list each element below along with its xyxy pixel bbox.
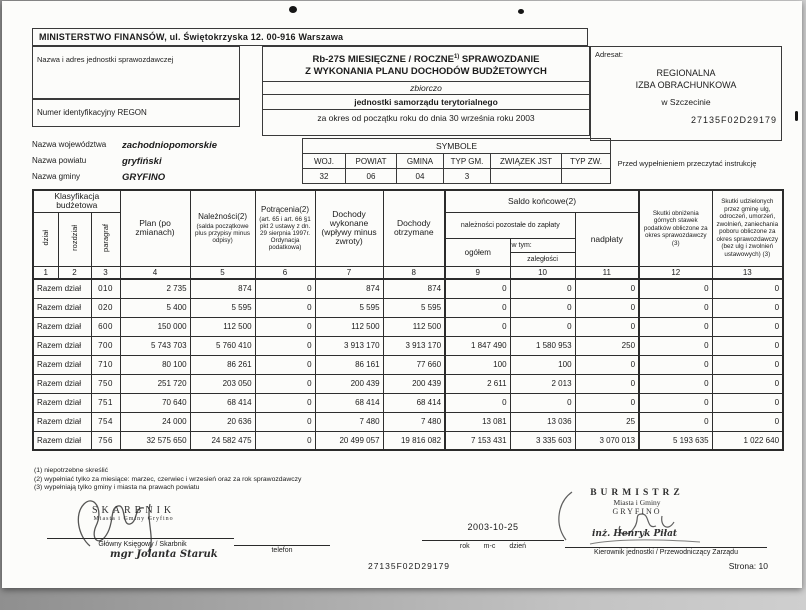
- footnotes: [34, 467, 301, 493]
- saldo-header: Saldo końcowe(2): [445, 190, 639, 212]
- symbols-col: WOJ.: [303, 154, 346, 169]
- row-label: Razem dział: [33, 412, 91, 431]
- regon-label: Numer identyfikacyjny REGON: [37, 108, 147, 117]
- potracenia-header: Potrącenia(2) (art. 65 i art. 66 §1 pkt 2 ustawy z dn. 29 sierpnia 1997r. Ordynacja podatkowa): [255, 190, 315, 266]
- row-value: 0: [255, 412, 315, 431]
- row-label: Razem dział: [33, 355, 91, 374]
- adresat-city: w Szczecinie: [661, 97, 711, 107]
- zaleglosci-header: zaległości: [510, 252, 575, 266]
- row-value: 24 000: [120, 412, 190, 431]
- symbols-header-row: [303, 154, 611, 169]
- row-value: 0: [510, 317, 575, 336]
- plan-header: Plan (po zmianach): [120, 190, 190, 266]
- row-value: 5 760 410: [190, 336, 255, 355]
- table-row: [33, 431, 783, 450]
- row-value: 251 720: [120, 374, 190, 393]
- row-value: 24 582 475: [190, 431, 255, 450]
- row-value: 0: [575, 298, 639, 317]
- row-value: 0: [255, 374, 315, 393]
- mayor-stamp-title: BURMISTRZ: [590, 488, 684, 498]
- mayor-name: inż. Henryk Piłat: [592, 529, 678, 539]
- table-body: [33, 279, 783, 450]
- dzial-header: dział: [33, 212, 58, 266]
- w-tym-header: w tym:: [510, 238, 575, 252]
- adresat-code: 27135F02D29179: [690, 115, 777, 125]
- symbols-value: 04: [397, 169, 444, 184]
- row-value: 0: [510, 279, 575, 298]
- report-title: Rb-27S MIESIĘCZNE / ROCZNE$^{1)}$ SPRAWOZDANIE Z WYKONANIA PLANU DOCHODÓW BUDŻETOWYCH: [263, 47, 589, 82]
- footnote-1: (1) niepotrzebne skreślić: [34, 467, 109, 474]
- adresat-label: Adresat:: [595, 50, 623, 59]
- voivodeship-label: Nazwa województwa: [32, 140, 107, 149]
- row-value: 2 735: [120, 279, 190, 298]
- row-value: 0: [712, 355, 783, 374]
- adresat-box: [590, 46, 782, 141]
- row-code: 710: [91, 355, 120, 374]
- row-value: 0: [445, 279, 510, 298]
- row-value: 5 595: [383, 298, 445, 317]
- row-value: 13 036: [510, 412, 575, 431]
- row-value: 7 480: [315, 412, 383, 431]
- row-value: 68 414: [190, 393, 255, 412]
- row-code: 700: [91, 336, 120, 355]
- budget-income-table: [32, 189, 784, 451]
- report-title-box: [262, 46, 590, 136]
- row-value: 0: [712, 393, 783, 412]
- row-value: 0: [639, 412, 712, 431]
- row-value: 2 013: [510, 374, 575, 393]
- row-value: 5 595: [190, 298, 255, 317]
- report-date: 2003-10-25: [467, 522, 519, 532]
- row-label: Razem dział: [33, 393, 91, 412]
- row-code: 750: [91, 374, 120, 393]
- row-code: 010: [91, 279, 120, 298]
- row-value: 5 400: [120, 298, 190, 317]
- row-value: 3 070 013: [575, 431, 639, 450]
- row-value: 0: [639, 298, 712, 317]
- regon-box: [32, 99, 240, 127]
- row-value: 250: [575, 336, 639, 355]
- row-value: 13 081: [445, 412, 510, 431]
- row-value: 5 595: [315, 298, 383, 317]
- symbols-value: 06: [346, 169, 397, 184]
- voivodeship-value: zachodniopomorskie: [122, 140, 218, 151]
- row-value: 0: [639, 336, 712, 355]
- row-value: 0: [575, 355, 639, 374]
- naleznosci-header: Należności(2) (salda początkowe plus przypisy minus odpisy): [190, 190, 255, 266]
- table-row: [33, 412, 783, 431]
- table-row: [33, 336, 783, 355]
- row-value: 5 193 635: [639, 431, 712, 450]
- row-value: 0: [712, 317, 783, 336]
- row-value: 112 500: [190, 317, 255, 336]
- row-value: 7 153 431: [445, 431, 510, 450]
- row-value: 0: [639, 355, 712, 374]
- row-value: 7 480: [383, 412, 445, 431]
- row-value: 874: [315, 279, 383, 298]
- mayor-role: Kierownik jednostki / Przewodniczący Zarządu: [594, 549, 738, 556]
- scan-mark-icon: [795, 111, 798, 121]
- row-value: 77 660: [383, 355, 445, 374]
- symbols-value: [491, 169, 562, 184]
- report-period: za okres od początku roku do dnia 30 września roku 2003: [317, 113, 535, 124]
- symbols-col: POWIAT: [346, 154, 397, 169]
- row-value: 3 335 603: [510, 431, 575, 450]
- row-value: 80 100: [120, 355, 190, 374]
- row-value: 0: [712, 279, 783, 298]
- mayor-stamp: [562, 488, 712, 516]
- row-label: Razem dział: [33, 317, 91, 336]
- row-value: 0: [510, 298, 575, 317]
- symbols-col: ZWIĄZEK JST: [491, 154, 562, 169]
- classification-header: Klasyfikacja budżetowa: [33, 190, 120, 212]
- symbols-value: 3: [444, 169, 491, 184]
- reporting-unit-label: Nazwa i adres jednostki sprawozdawczej: [37, 55, 174, 64]
- report-entity: jednostki samorządu terytorialnego: [263, 95, 589, 110]
- row-label: Razem dział: [33, 336, 91, 355]
- row-value: 0: [255, 279, 315, 298]
- row-value: 1 847 490: [445, 336, 510, 355]
- footnote-ref: 1): [453, 54, 460, 60]
- adresat-name: REGIONALNA IZBA OBRACHUNKOWA: [635, 68, 737, 90]
- row-value: 0: [445, 298, 510, 317]
- treasurer-signature-line: [47, 538, 234, 539]
- row-value: 0: [712, 298, 783, 317]
- row-value: 0: [255, 393, 315, 412]
- instruction-note: Przed wypełnieniem przeczytać instrukcję: [617, 159, 757, 168]
- row-value: 0: [639, 317, 712, 336]
- row-label: Razem dział: [33, 298, 91, 317]
- mayor-signature-line: [565, 547, 767, 548]
- ogolem-header: ogółem: [445, 238, 510, 266]
- row-value: 203 050: [190, 374, 255, 393]
- treasurer-name: mgr Jolanta Staruk: [110, 549, 218, 560]
- symbols-col: TYP GM.: [444, 154, 491, 169]
- row-value: 68 414: [315, 393, 383, 412]
- reporting-unit-box: [32, 46, 240, 99]
- report-scope: zbiorczo: [263, 82, 589, 95]
- symbols-col: TYP ZW.: [562, 154, 611, 169]
- treasurer-stamp-title: SKARBNIK: [92, 505, 176, 516]
- territorial-names: [32, 140, 292, 188]
- table-row: [33, 393, 783, 412]
- commune-label: Nazwa gminy: [32, 172, 81, 181]
- county-value: gryfiński: [122, 156, 162, 167]
- row-value: 3 913 170: [315, 336, 383, 355]
- row-code: 754: [91, 412, 120, 431]
- row-label: Razem dział: [33, 279, 91, 298]
- row-code: 751: [91, 393, 120, 412]
- treasurer-stamp-subtitle: Miasta i Gminy Gryfino: [93, 516, 174, 522]
- row-value: 25: [575, 412, 639, 431]
- row-value: 874: [383, 279, 445, 298]
- row-value: 0: [712, 412, 783, 431]
- dochody-wykonane-header: Dochody wykonane (wpływy minus zwroty): [315, 190, 383, 266]
- table-row: [33, 279, 783, 298]
- row-value: 100: [445, 355, 510, 374]
- row-value: 86 161: [315, 355, 383, 374]
- symbols-table: [302, 138, 611, 184]
- report-title-line2: Z WYKONANIA PLANU DOCHODÓW BUDŻETOWYCH: [305, 66, 547, 78]
- row-value: 70 640: [120, 393, 190, 412]
- rozdzial-header: rozdział: [58, 212, 91, 266]
- row-value: 0: [575, 279, 639, 298]
- row-value: 1 022 640: [712, 431, 783, 450]
- row-value: 0: [712, 374, 783, 393]
- dochody-otrzymane-header: Dochody otrzymane: [383, 190, 445, 266]
- symbols-col: GMINA: [397, 154, 444, 169]
- scanned-form-page: [2, 1, 802, 588]
- column-number-row: 1 2 3 4 5 6 7 8 9 10 11 12 13: [33, 266, 783, 279]
- naleznosci-pozostale-header: należności pozostałe do zapłaty: [445, 212, 575, 238]
- row-value: 0: [575, 317, 639, 336]
- row-value: 150 000: [120, 317, 190, 336]
- row-value: 0: [712, 336, 783, 355]
- table-row: [33, 374, 783, 393]
- row-value: 874: [190, 279, 255, 298]
- row-value: 0: [445, 393, 510, 412]
- row-value: 20 499 057: [315, 431, 383, 450]
- table-row: [33, 298, 783, 317]
- row-code: 600: [91, 317, 120, 336]
- telefon-line: [234, 545, 330, 546]
- telefon-label: telefon: [271, 547, 293, 554]
- row-value: 68 414: [383, 393, 445, 412]
- potracenia-subnote: (art. 65 i art. 66 §1 pkt 2 ustawy z dn. 29 sierpnia 1997r. Ordynacja podatkowa): [259, 216, 311, 252]
- row-code: 756: [91, 431, 120, 450]
- row-value: 0: [255, 355, 315, 374]
- row-value: 200 439: [383, 374, 445, 393]
- row-value: 0: [255, 431, 315, 450]
- treasurer-stamp: [92, 505, 175, 522]
- row-value: 32 575 650: [120, 431, 190, 450]
- row-code: 020: [91, 298, 120, 317]
- row-value: 2 611: [445, 374, 510, 393]
- paragraf-header: paragraf: [91, 212, 120, 266]
- row-value: 0: [510, 393, 575, 412]
- mayor-stamp-line3: GRYFINO: [612, 507, 662, 516]
- treasurer-role: Główny Księgowy / Skarbnik: [98, 541, 187, 548]
- page-number: Strona: 10: [728, 561, 768, 571]
- symbols-title: SYMBOLE: [303, 139, 611, 154]
- row-value: 112 500: [315, 317, 383, 336]
- nadplaty-header: nadpłaty: [575, 212, 639, 266]
- symbols-value-row: [303, 169, 611, 184]
- commune-value: GRYFINO: [122, 172, 166, 183]
- mayor-stamp-line2: Miasta i Gminy: [613, 498, 661, 507]
- skutki-obnizenia-header: Skutki obniżenia górnych stawek podatków obliczone za okres sprawozdawczy (3): [639, 190, 712, 266]
- row-value: 0: [575, 374, 639, 393]
- row-value: 0: [255, 336, 315, 355]
- date-labels: rok m-c dzień: [459, 543, 527, 550]
- row-value: 0: [445, 317, 510, 336]
- table-row: [33, 355, 783, 374]
- row-value: 100: [510, 355, 575, 374]
- punch-hole-icon: [518, 9, 524, 14]
- county-label: Nazwa powiatu: [32, 156, 87, 165]
- form-code: 27135F02D29179: [367, 561, 451, 571]
- date-line: [422, 540, 564, 541]
- punch-hole-icon: [289, 6, 297, 13]
- footnote-2: (2) wypełniać tylko za miesiące: marzec, czerwiec i wrzesień oraz za rok sprawozdawczy: [34, 475, 302, 483]
- row-value: 5 743 703: [120, 336, 190, 355]
- row-value: 0: [639, 279, 712, 298]
- row-value: 200 439: [315, 374, 383, 393]
- row-value: 3 913 170: [383, 336, 445, 355]
- row-value: 20 636: [190, 412, 255, 431]
- row-value: 0: [639, 374, 712, 393]
- row-value: 0: [639, 393, 712, 412]
- row-value: 1 580 953: [510, 336, 575, 355]
- row-label: Razem dział: [33, 374, 91, 393]
- row-value: 19 816 082: [383, 431, 445, 450]
- row-value: 0: [255, 298, 315, 317]
- row-value: 86 261: [190, 355, 255, 374]
- row-value: 0: [575, 393, 639, 412]
- naleznosci-subnote: (salda początkowe plus przypisy minus odpisy): [195, 223, 250, 245]
- table-row: [33, 317, 783, 336]
- ministry-header: MINISTERSTWO FINANSÓW, ul. Świętokrzyska 12. 00-916 Warszawa: [32, 28, 588, 46]
- skutki-udzielonych-header: Skutki udzielonych przez gminę ulg, odroczeń, umorzeń, zwolnień, zaniechania poboru obliczone za okres sprawozdawczy (bez ulg i zwolnień ustawowych) (3): [712, 190, 783, 266]
- row-label: Razem dział: [33, 431, 91, 450]
- symbols-value: 32: [303, 169, 346, 184]
- row-value: 112 500: [383, 317, 445, 336]
- row-value: 0: [255, 317, 315, 336]
- symbols-value: [562, 169, 611, 184]
- footnote-3: (3) wypełniają tylko gminy i miasta na prawach powiatu: [34, 484, 200, 491]
